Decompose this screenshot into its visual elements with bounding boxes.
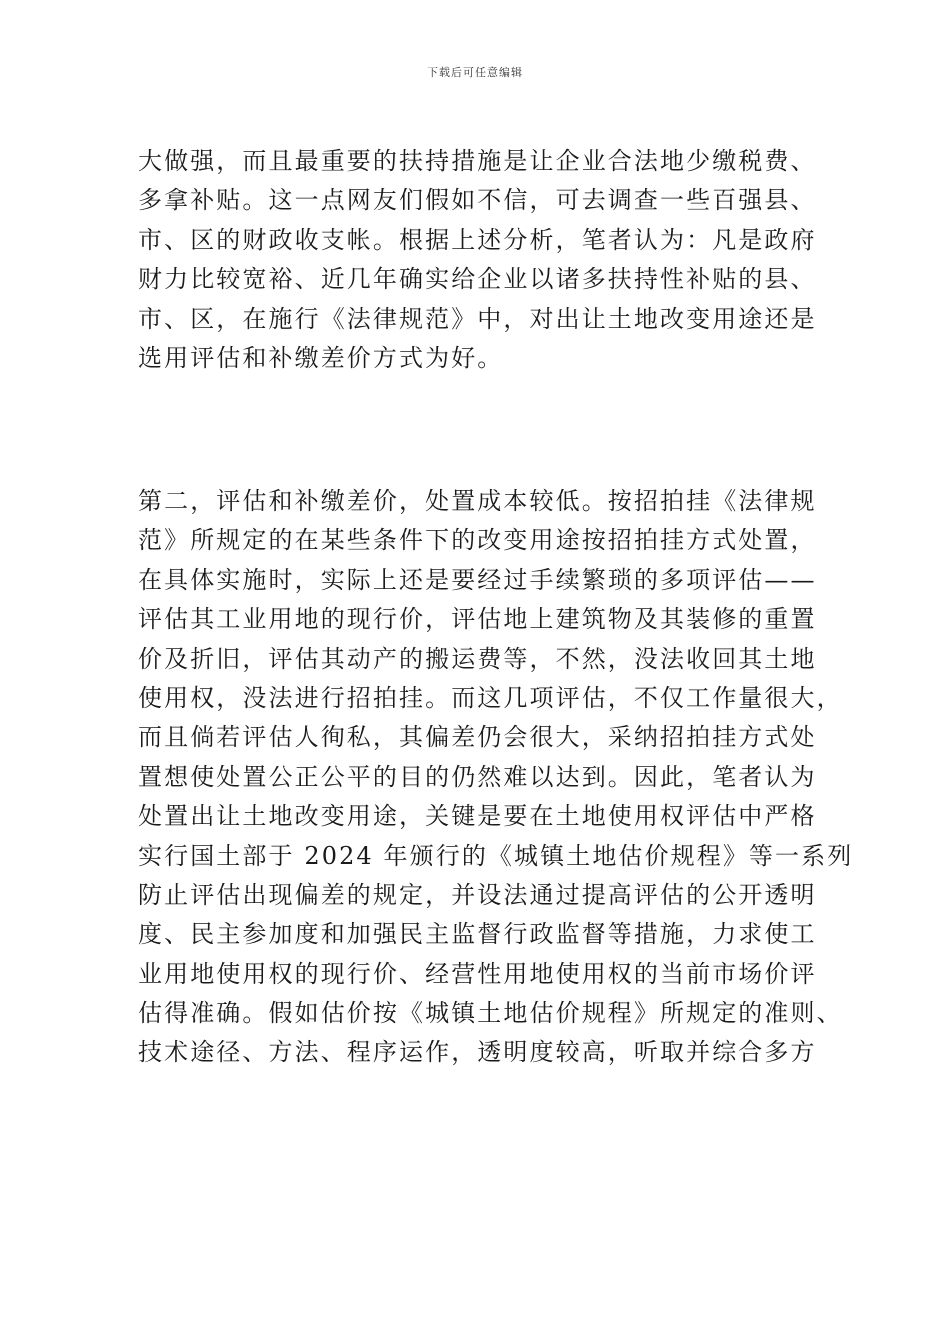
text-line: 评估其工业用地的现行价，评估地上建筑物及其装修的重置: [138, 605, 817, 634]
text-line: 度、民主参加度和加强民主监督行政监督等措施，力求使工: [138, 920, 817, 949]
paragraph-2: [138, 482, 854, 1073]
text-line: 多拿补贴。这一点网友们假如不信，可去调查一些百强县、: [138, 186, 817, 215]
text-line: 范》所规定的在某些条件下的改变用途按招拍挂方式处置，: [138, 526, 817, 555]
text-line: 选用评估和补缴差价方式为好。: [138, 343, 504, 372]
text-line: 市、区的财政收支帐。根据上述分析，笔者认为：凡是政府: [138, 225, 817, 254]
text-line: 使用权，没法进行招拍挂。而这几项评估，不仅工作量很大，: [138, 683, 843, 712]
text-line: 实行国土部于 2024 年颁行的《城镇土地估价规程》等一系列: [138, 841, 854, 870]
text-line: 处置出让土地改变用途，关键是要在土地使用权评估中严格: [138, 802, 817, 831]
text-line: 市、区，在施行《法律规范》中，对出让土地改变用途还是: [138, 304, 817, 333]
text-line: 置想使处置公正公平的目的仍然难以达到。因此，笔者认为: [138, 762, 817, 791]
text-line: 第二，评估和补缴差价，处置成本较低。按招拍挂《法律规: [138, 487, 817, 515]
paragraph-1: [138, 142, 828, 378]
text-line: 财力比较宽裕、近几年确实给企业以诸多扶持性补贴的县、: [138, 265, 817, 294]
text-line: 价及折旧，评估其动产的搬运费等，不然，没法收回其土地: [138, 644, 817, 673]
text-line: 防止评估出现偏差的规定，并设法通过提高评估的公开透明: [138, 880, 817, 909]
text-line: 大做强，而且最重要的扶持措施是让企业合法地少缴税费、: [138, 147, 817, 175]
text-line: 而且倘若评估人徇私，其偏差仍会很大，采纳招拍挂方式处: [138, 723, 817, 752]
page-header-note: 下载后可任意编辑: [427, 66, 523, 79]
text-line: 技术途径、方法、程序运作，透明度较高，听取并综合多方: [138, 1038, 817, 1067]
text-line: 在具体实施时，实际上还是要经过手续繁琐的多项评估——: [138, 565, 817, 594]
text-line: 估得准确。假如估价按《城镇土地估价规程》所规定的准则、: [138, 999, 843, 1028]
text-line: 业用地使用权的现行价、经营性用地使用权的当前市场价评: [138, 959, 817, 988]
